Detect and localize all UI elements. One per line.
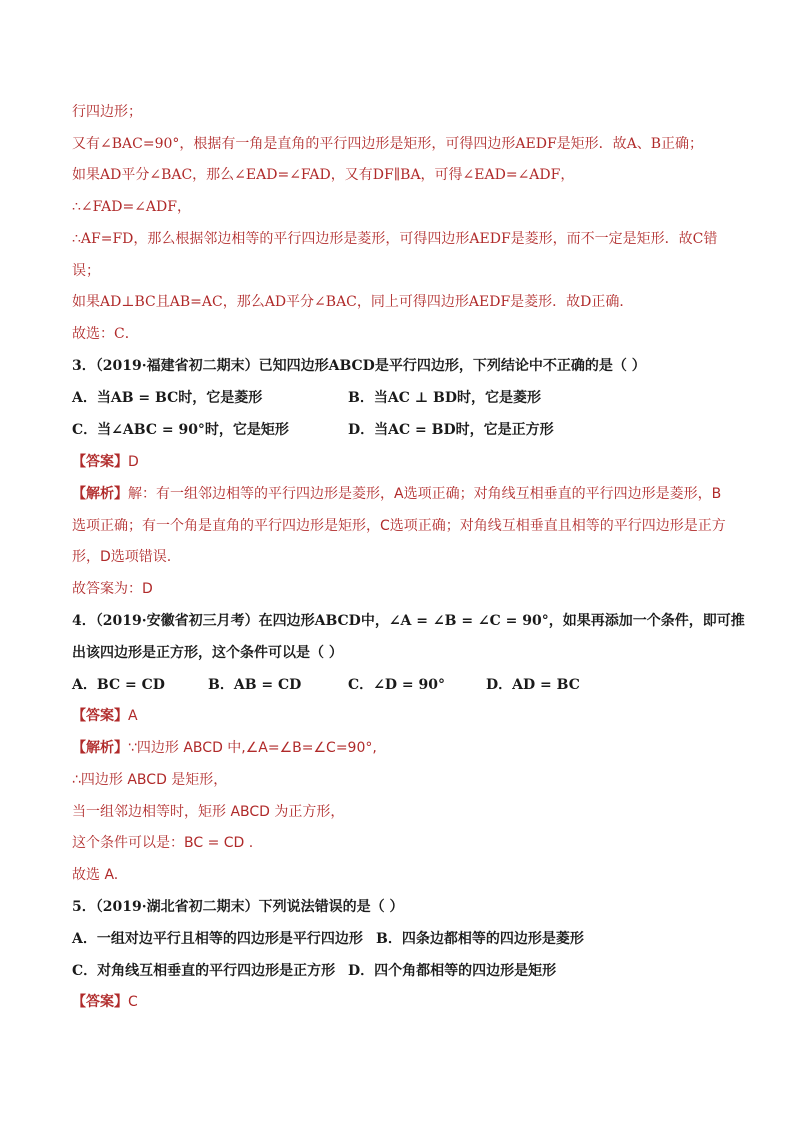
q4-analysis-line: ∴四边形 ABCD 是矩形， [72,772,228,788]
answer-value: A [128,708,138,724]
q3-analysis-line: 形，D选项错误. [72,549,172,565]
q3-analysis-line: 选项正确；有一个角是直角的平行四边形是矩形，C选项正确；对角线互相垂直且相等的平行四边形是正方 [72,518,726,534]
prev-solution-line: 又有∠BAC=90°，根据有一角是直角的平行四边形是矩形，可得四边形AEDF是矩形．故A、B正确； [72,136,704,152]
prev-solution-line: ∴∠FAD=∠ADF， [72,199,191,215]
q3-stem: 3．（2019·福建省初二期末）已知四边形ABCD是平行四边形，下列结论中不正确的是（ ） [72,358,646,374]
q3-answer [72,452,139,472]
q4-answer [72,706,138,726]
q5-option-b: B．四条边都相等的四边形是菱形 [376,931,584,947]
prev-solution-line: ∴AF=FD，那么根据邻边相等的平行四边形是菱形，可得四边形AEDF是菱形，而不一定是矩形．故C错 [72,231,718,247]
q5-option-d: D．四个角都相等的四边形是矩形 [348,963,557,979]
q4-stem-line: 出该四边形是正方形，这个条件可以是（ ） [72,645,343,661]
q3-analysis-line [72,484,721,504]
q4-option-b: B．AB = CD [208,677,302,693]
q3-option-c: C．当∠ABC = 90°时，它是矩形 [72,422,289,438]
q4-analysis-line: 这个条件可以是：BC = CD . [72,835,254,851]
q5-option-c: C．对角线互相垂直的平行四边形是正方形 [72,963,336,979]
q5-option-a: A．一组对边平行且相等的四边形是平行四边形 [72,931,363,947]
q5-answer [72,992,138,1012]
q4-analysis-line: 当一组邻边相等时，矩形 ABCD 为正方形， [72,804,345,820]
q4-option-c: C．∠D = 90° [348,677,445,693]
q3-option-d: D．当AC = BD时，它是正方形 [348,422,554,438]
analysis-tag: 【解析】 [72,740,128,756]
answer-tag: 【答案】 [72,708,128,724]
q4-stem-line: 4．（2019·安徽省初三月考）在四边形ABCD中，∠A = ∠B = ∠C = 90°，如果再添加一个条件，即可推 [72,613,745,629]
prev-solution-line: 如果AD⊥BC且AB=AC，那么AD平分∠BAC，同上可得四边形AEDF是菱形．故D正确． [72,294,634,310]
prev-solution-line: 如果AD平分∠BAC，那么∠EAD=∠FAD，又有DF∥BA，可得∠EAD=∠ADF， [72,167,575,183]
q4-analysis-line [72,738,377,758]
prev-solution-line: 误； [72,263,100,279]
answer-value: C [128,994,138,1010]
analysis-tag: 【解析】 [72,486,128,502]
answer-value: D [128,454,139,470]
q4-option-d: D．AD = BC [486,677,580,693]
prev-solution-line: 故选：C． [72,326,139,342]
answer-tag: 【答案】 [72,994,128,1010]
analysis-text: 解：有一组邻边相等的平行四边形是菱形，A选项正确；对角线互相垂直的平行四边形是菱形，B [128,486,722,502]
q4-analysis-line: 故选 A. [72,867,119,883]
q3-option-a: A．当AB = BC时，它是菱形 [72,390,263,406]
answer-tag: 【答案】 [72,454,128,470]
q3-analysis-line: 故答案为：D [72,581,153,597]
analysis-text: ∵四边形 ABCD 中,∠A=∠B=∠C=90°, [128,740,377,756]
q3-option-b: B．当AC ⊥ BD时，它是菱形 [348,390,541,406]
prev-solution-line: 行四边形； [72,104,142,120]
q4-option-a: A．BC = CD [72,677,165,693]
q5-stem: 5．（2019·湖北省初二期末）下列说法错误的是（ ） [72,899,404,915]
